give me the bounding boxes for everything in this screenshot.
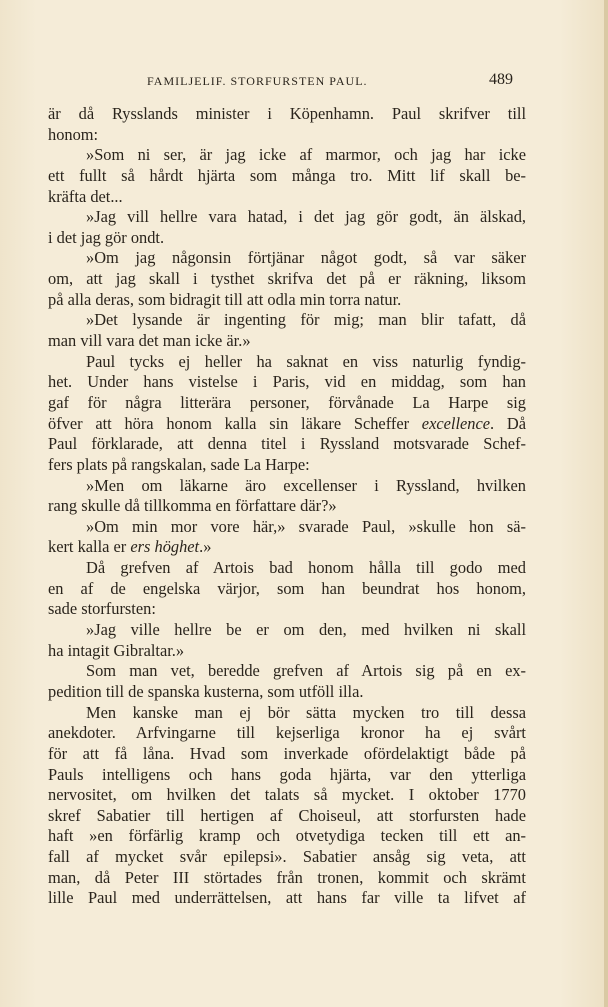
text-line-with-italic: kert kalla er ers höghet.» [48, 537, 212, 557]
text-line: kräfta det... [48, 186, 123, 206]
text-line: Paul tycks ej heller ha saknat en viss naturlig fyndig- [86, 351, 526, 371]
text-line: ha intagit Gibraltar.» [48, 640, 185, 660]
text-line: anekdoter. Arfvingarne till kejserliga kronor ha ej svårt [48, 723, 526, 743]
text-line: en af de engelska värjor, som han beundrat hos honom, [48, 578, 526, 598]
text-line: lille Paul med underrättelsen, att hans far ville ta lifvet af [48, 888, 526, 908]
text-line: rang skulle då tillkomma en författare där?» [48, 496, 337, 516]
text-line: »Det lysande är ingenting för mig; man blir tafatt, då [86, 310, 526, 330]
text-line: är då Rysslands minister i Köpenhamn. Paul skrifver till [48, 104, 526, 123]
text-line: »Jag vill hellre vara hatad, i det jag gör godt, än älskad, [86, 207, 526, 227]
text-line: fers plats på rangskalan, sade La Harpe: [48, 454, 310, 474]
text-line: på alla deras, som bidragit till att odla min torra natur. [48, 289, 402, 309]
text-line: haft »en förfärlig kramp och otvetydiga tecken till ett an- [48, 826, 526, 846]
text-line: man, då Peter III störtades från tronen, kommit och skrämt [48, 867, 526, 887]
page-header [0, 66, 608, 90]
running-head: FAMILJELIF. STORFURSTEN PAUL. [147, 74, 368, 88]
text-line: Men kanske man ej bör sätta mycken tro till dessa [86, 702, 526, 722]
text-line: ett fullt så hårdt hjärta som många tro. Mitt lif skall be- [48, 165, 526, 185]
page-edge [604, 0, 608, 1007]
text-line: »Jag ville hellre be er om den, med hvilken ni skall [86, 620, 526, 640]
body-text [48, 104, 526, 909]
page-number: 489 [489, 71, 513, 88]
text-line: fall af mycket svår epilepsi». Sabatier ansåg sig veta, att [48, 847, 526, 867]
text-line: skref Sabatier till hertigen af Choiseul, att storfursten hade [48, 805, 526, 825]
text-line: »Men om läkarne äro excellenser i Ryssland, hvilken [86, 475, 526, 495]
text-line: pedition till de spanska kusterna, som utföll illa. [48, 681, 364, 701]
text-line: »Om jag någonsin förtjänar något godt, så var säker [86, 248, 526, 268]
text-line: sade storfursten: [48, 599, 156, 619]
text-line: honom: [48, 124, 99, 144]
text-line: gaf för några litterära personer, förvånade La Harpe sig [48, 392, 526, 412]
text-line: Paul förklarade, att denna titel i Ryssland motsvarade Schef- [48, 434, 526, 454]
text-line: i det jag gör ondt. [48, 227, 165, 247]
text-line: het. Under hans vistelse i Paris, vid en middag, som han [48, 372, 526, 392]
text-line: Då grefven af Artois bad honom hålla till godo med [86, 558, 526, 578]
text-line: Pauls intelligens och hans goda hjärta, var den ytterliga [48, 764, 526, 784]
italic-term: excellence [421, 413, 491, 433]
text-line: man vill vara det man icke är.» [48, 331, 251, 351]
text-line: »Om min mor vore här,» svarade Paul, »skulle hon sä- [86, 516, 526, 536]
text-line: om, att jag skall i tysthet skrifva det på er räkning, liksom [48, 269, 526, 289]
text-line: »Som ni ser, är jag icke af marmor, och jag har icke [86, 145, 526, 165]
italic-term: ers höghet [130, 537, 200, 557]
text-line: Som man vet, beredde grefven af Artois sig på en ex- [86, 661, 526, 681]
text-line: nervositet, om hvilken det talats så mycket. I oktober 1770 [48, 785, 526, 805]
text-line: för att få låna. Hvad som inverkade ofördelaktigt både på [48, 743, 526, 763]
text-line-with-italic: öfver att höra honom kalla sin läkare Scheffer excellence. Då [48, 413, 526, 433]
